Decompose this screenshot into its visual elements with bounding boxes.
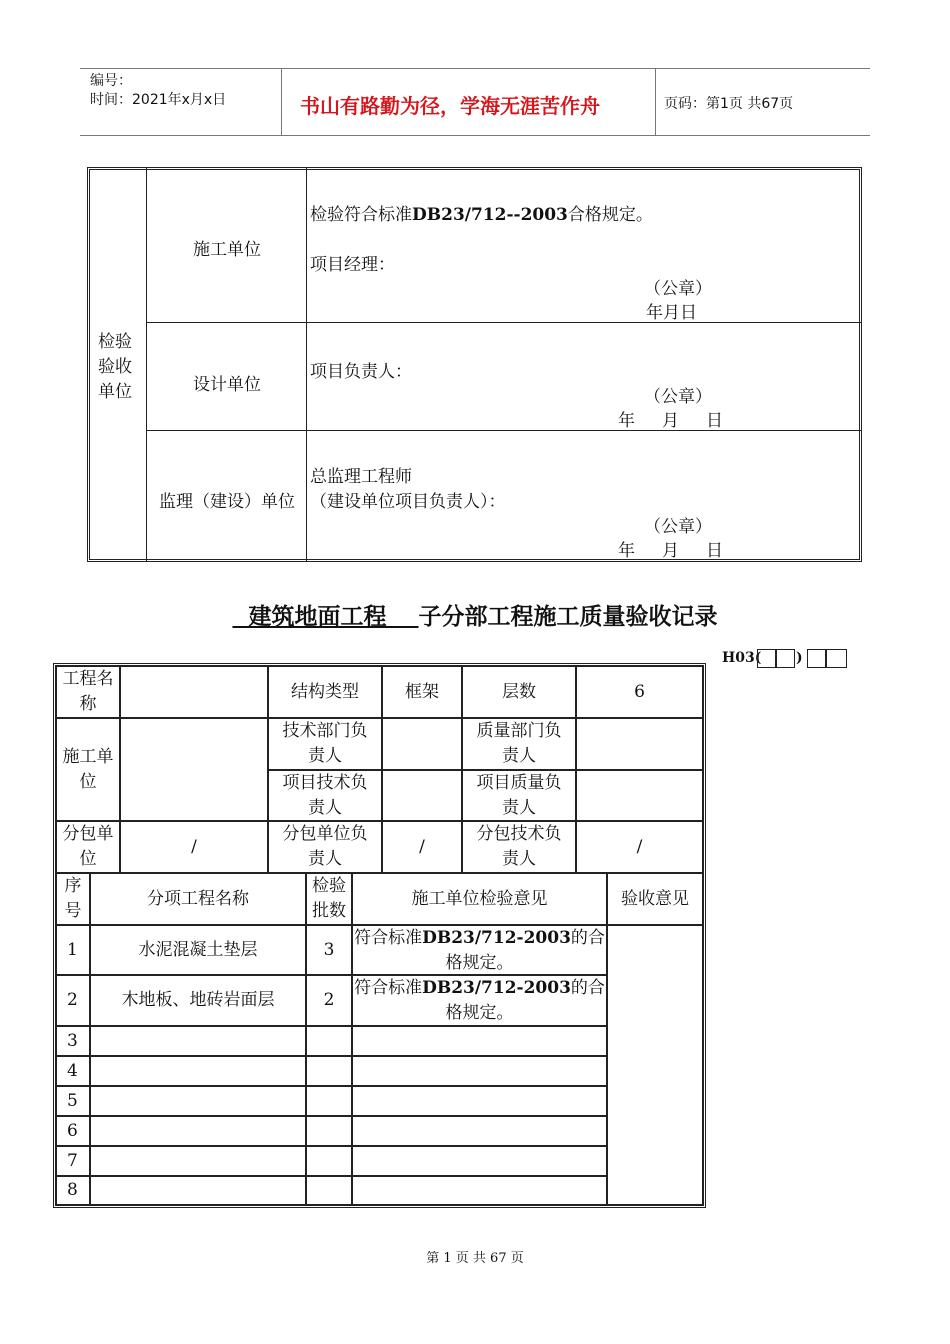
project-tech-value [382, 770, 462, 821]
subcontractor-head-value: / [382, 821, 462, 873]
design-unit-label: 设计单位 [193, 375, 261, 395]
seal-label: （公章） [644, 387, 712, 407]
item-seq: 7 [56, 1146, 90, 1176]
item-opinion [352, 1116, 607, 1146]
item-opinion: 符合标准DB23/712-2003的合 格规定。 [352, 975, 607, 1026]
item-seq: 4 [56, 1056, 90, 1086]
header-divider [281, 68, 282, 135]
structure-type-value: 框架 [382, 666, 462, 718]
item-seq: 1 [56, 925, 90, 975]
header-bottom-rule [80, 135, 870, 136]
quality-dept-label: 质量部门负 责人 [462, 718, 576, 770]
tech-dept-label: 技术部门负 责人 [268, 718, 382, 770]
item-opinion [352, 1026, 607, 1056]
item-batches [306, 1116, 352, 1146]
chief-supervisor-label: 总监理工程师 [310, 467, 412, 487]
seal-label: （公章） [644, 517, 712, 537]
project-tech-label: 项目技术负 责人 [268, 770, 382, 821]
form-code: H03( [722, 650, 762, 666]
item-seq: 8 [56, 1176, 90, 1205]
date-label: 年 月 日 [618, 411, 724, 431]
seal-label: （公章） [644, 279, 712, 299]
quality-dept-value [576, 718, 703, 770]
code-box [775, 649, 795, 668]
item-batches [306, 1176, 352, 1205]
item-batches: 2 [306, 975, 352, 1026]
code-box [757, 649, 777, 668]
construction-unit-value [120, 718, 268, 821]
floors-value: 6 [576, 666, 703, 718]
date-label: 年 月 日 [618, 541, 724, 561]
doc-time-label: 时间：2021年x月x日 [90, 92, 227, 108]
project-manager-label: 项目经理： [310, 255, 395, 275]
header-motto: 书山有路勤为径，学海无涯苦作舟 [300, 94, 600, 118]
item-opinion [352, 1146, 607, 1176]
item-name [90, 1176, 306, 1205]
page-info: 页码：第1页 共67页 [664, 96, 794, 112]
header-top-rule [80, 68, 870, 69]
project-name-value [120, 666, 268, 718]
project-name-label: 工程名 称 [56, 666, 120, 718]
item-name [90, 1086, 306, 1116]
acceptance-cell [607, 925, 703, 1205]
col-header-acceptance: 验收意见 [607, 873, 703, 925]
item-seq: 2 [56, 975, 90, 1026]
item-seq: 5 [56, 1086, 90, 1116]
col-header-name: 分项工程名称 [90, 873, 306, 925]
tech-dept-value [382, 718, 462, 770]
construction-unit-label: 施工单位 [193, 240, 261, 260]
supervision-unit-label: 监理（建设）单位 [159, 492, 295, 512]
subcontractor-tech-label: 分包技术负 责人 [462, 821, 576, 873]
item-name: 木地板、地砖岩面层 [90, 975, 306, 1026]
col-header-batches: 检验 批数 [306, 873, 352, 925]
project-quality-value [576, 770, 703, 821]
item-opinion [352, 1056, 607, 1086]
item-seq: 6 [56, 1116, 90, 1146]
floors-label: 层数 [462, 666, 576, 718]
item-batches [306, 1026, 352, 1056]
item-batches: 3 [306, 925, 352, 975]
col-header-seq: 序 号 [56, 873, 90, 925]
project-quality-label: 项目质量负 责人 [462, 770, 576, 821]
page-title: 建筑地面工程 子分部工程施工质量验收记录 [248, 604, 718, 630]
item-batches [306, 1056, 352, 1086]
item-batches [306, 1146, 352, 1176]
construction-unit-statement: 检验符合标准DB23/712--2003合格规定。 [310, 205, 653, 225]
owner-lead-label: （建设单位项目负责人）： [310, 492, 506, 512]
item-seq: 3 [56, 1026, 90, 1056]
subcontractor-label: 分包单 位 [56, 821, 120, 873]
item-opinion [352, 1176, 607, 1205]
item-name: 水泥混凝土垫层 [90, 925, 306, 975]
construction-unit-label: 施工单 位 [56, 718, 120, 821]
col-header-opinion: 施工单位检验意见 [352, 873, 607, 925]
subcontractor-tech-value: / [576, 821, 703, 873]
item-batches [306, 1086, 352, 1116]
code-box [825, 649, 847, 668]
header-divider [655, 68, 656, 135]
item-opinion: 符合标准DB23/712-2003的合 格规定。 [352, 925, 607, 975]
doc-number-label: 编号： [90, 73, 132, 89]
item-name [90, 1056, 306, 1086]
structure-type-label: 结构类型 [268, 666, 382, 718]
page-footer: 第 1 页 共 67 页 [426, 1251, 524, 1266]
item-name [90, 1026, 306, 1056]
project-lead-label: 项目负责人： [310, 362, 412, 382]
code-box [807, 649, 827, 668]
date-label: 年月日 [646, 303, 697, 323]
subcontractor-value: / [120, 821, 268, 873]
inspection-units-label: 检验 验收 单位 [98, 332, 132, 402]
item-name [90, 1146, 306, 1176]
item-name [90, 1116, 306, 1146]
subcontractor-head-label: 分包单位负 责人 [268, 821, 382, 873]
item-opinion [352, 1086, 607, 1116]
